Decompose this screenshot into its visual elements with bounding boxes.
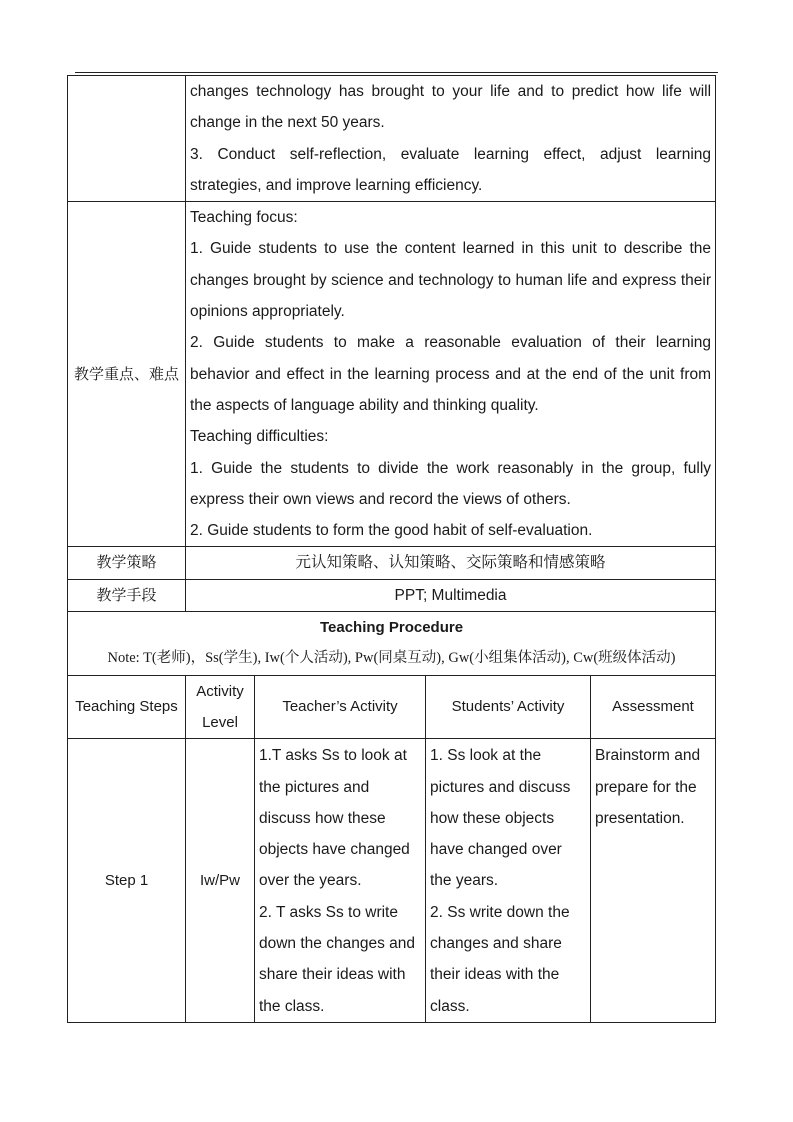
objectives-line: 3. Conduct self-reflection, evaluate learning effect, adjust learning strategies, and improve learning efficiency. — [190, 145, 712, 194]
focus-item: 1. Guide students to use the content learned in this unit to describe the changes brought by science and technology to human life and express their opinions appropriately. — [190, 240, 712, 321]
objectives-row — [68, 76, 716, 202]
key-points-label: 教学重点、难点 — [68, 202, 186, 547]
key-points-content — [186, 202, 716, 547]
difficulty-item: 2. Guide students to form the good habit of self-evaluation. — [190, 522, 593, 540]
difficulty-item: 1. Guide the students to divide the work reasonably in the group, fully express their own views and record the views of others. — [190, 459, 712, 508]
means-label: 教学手段 — [68, 579, 186, 611]
step-label: Step 1 — [68, 739, 186, 1023]
focus-heading: Teaching focus: — [190, 209, 298, 227]
header-level-text: Activity Level — [196, 682, 244, 731]
header-steps-text: Teaching Steps — [75, 698, 178, 716]
header-students-activity: Students’ Activity — [426, 675, 591, 739]
procedure-title: Teaching Procedure — [319, 619, 464, 637]
header-activity-level — [186, 675, 255, 739]
strategy-row — [68, 547, 716, 579]
assessment-text: Brainstorm and prepare for the presentation. — [595, 747, 701, 827]
objectives-label-cell — [68, 76, 186, 202]
key-points-row — [68, 202, 716, 547]
means-row — [68, 579, 716, 611]
procedure-title-cell — [68, 612, 716, 676]
students-activity-item: 1. Ss look at the pictures and discuss how these objects have changed over the years. — [430, 747, 571, 890]
procedure-note: Note: T(老师)，Ss(学生), Iw(个人活动), Pw(同桌互动), Gw(小组集体活动), Cw(班级体活动) — [107, 650, 676, 667]
objectives-line: changes technology has brought to your life and to predict how life will change in the next 50 years. — [190, 83, 712, 132]
procedure-header-row — [68, 675, 716, 739]
difficulties-heading: Teaching difficulties: — [190, 428, 329, 446]
assessment-cell — [591, 739, 716, 1023]
focus-item: 2. Guide students to make a reasonable evaluation of their learning behavior and effect in the learning process and at the end of the unit from the aspects of language ability and thinking quality. — [190, 334, 712, 414]
header-rule — [75, 72, 718, 73]
procedure-title-row — [68, 612, 716, 676]
means-value: PPT; Multimedia — [186, 579, 716, 611]
teacher-activity-item: 1.T asks Ss to look at the pictures and discuss how these objects have changed over the years. — [259, 747, 410, 890]
teacher-activity-item: 2. T asks Ss to write down the changes and share their ideas with the class. — [259, 903, 415, 1015]
students-activity-item: 2. Ss write down the changes and share their ideas with the class. — [430, 903, 570, 1015]
step-activity-level: Iw/Pw — [186, 739, 255, 1023]
teacher-activity-cell — [255, 739, 426, 1023]
objectives-content — [186, 76, 716, 202]
header-assessment: Assessment — [591, 675, 716, 739]
students-activity-cell — [426, 739, 591, 1023]
strategy-value: 元认知策略、认知策略、交际策略和情感策略 — [186, 547, 716, 579]
header-teacher-activity: Teacher’s Activity — [255, 675, 426, 739]
procedure-step-row — [68, 739, 716, 1023]
strategy-label: 教学策略 — [68, 547, 186, 579]
lesson-plan-table — [67, 75, 716, 1023]
header-teaching-steps — [68, 675, 186, 739]
